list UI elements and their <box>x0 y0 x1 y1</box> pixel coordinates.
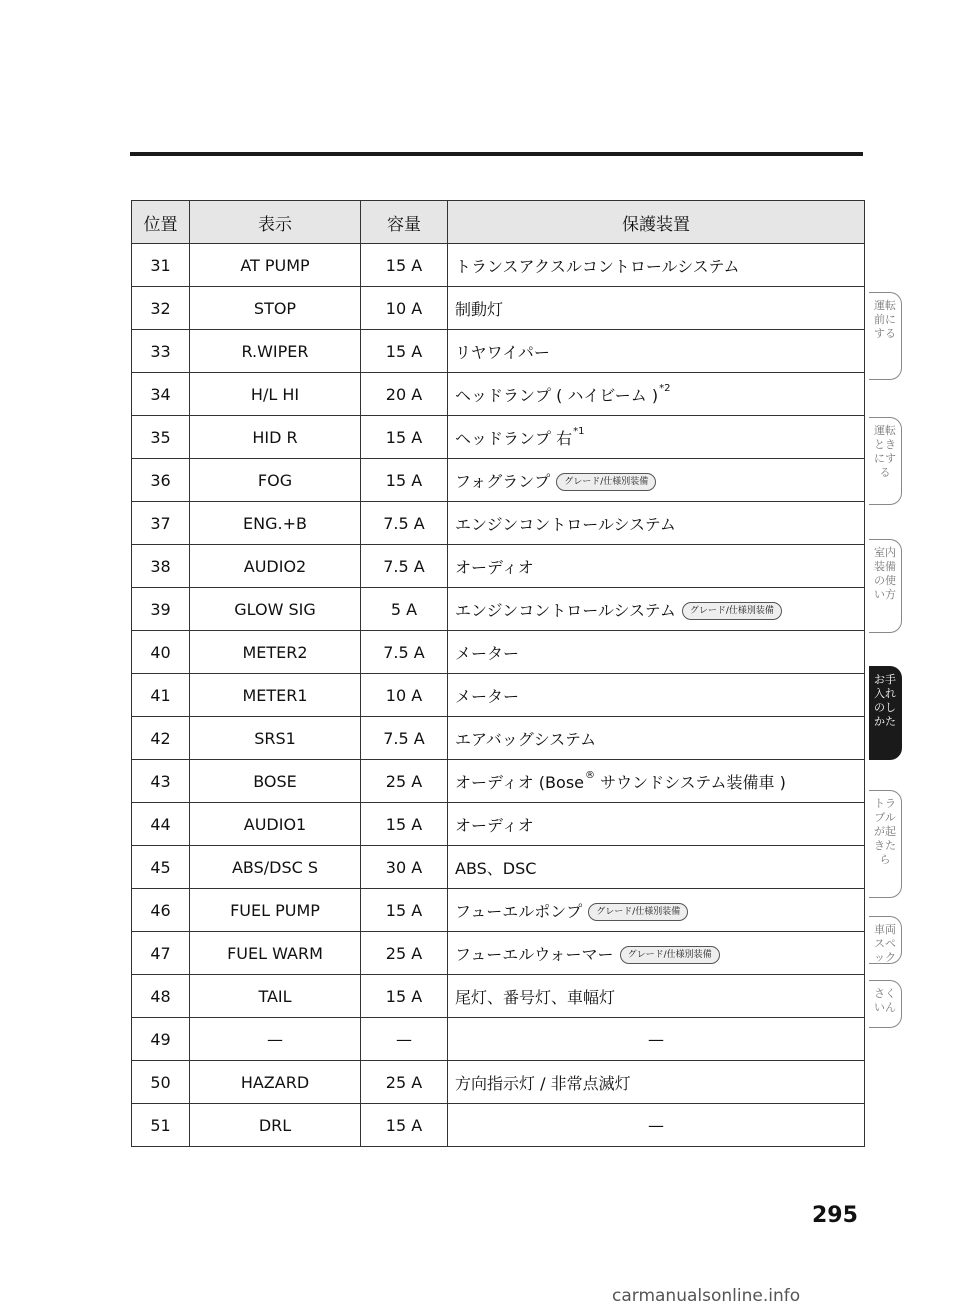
fuse-capacity: 25 A <box>361 760 448 803</box>
grade-spec-badge: グレード/仕様別装備 <box>588 903 688 921</box>
device-text: オーディオ <box>455 557 534 577</box>
side-tab[interactable] <box>869 539 902 633</box>
device-text: フューエルウォーマー <box>455 944 614 964</box>
table-row <box>132 502 865 545</box>
device-text: エアバッグシステム <box>455 729 597 749</box>
table-row <box>132 416 865 459</box>
fuse-position: 31 <box>132 244 190 287</box>
fuse-capacity: 7.5 A <box>361 502 448 545</box>
fuse-label: DRL <box>190 1104 361 1147</box>
table-row <box>132 1061 865 1104</box>
fuse-capacity: 30 A <box>361 846 448 889</box>
fuse-position: 43 <box>132 760 190 803</box>
col-header-protected-device: 保護装置 <box>448 201 865 244</box>
fuse-capacity: 25 A <box>361 932 448 975</box>
fuse-capacity: — <box>361 1018 448 1061</box>
fuse-protected-device <box>448 545 865 588</box>
device-text: 尾灯、番号灯、車幅灯 <box>455 987 616 1007</box>
fuse-capacity: 15 A <box>361 416 448 459</box>
footnote-mark: ® <box>585 770 595 782</box>
fuse-position: 48 <box>132 975 190 1018</box>
device-text: 制動灯 <box>455 299 504 319</box>
table-row <box>132 459 865 502</box>
side-tab-sublabel: きにする <box>874 438 896 479</box>
table-row <box>132 631 865 674</box>
fuse-label: FUEL WARM <box>190 932 361 975</box>
fuse-capacity: 7.5 A <box>361 631 448 674</box>
fuse-label: ENG.+B <box>190 502 361 545</box>
side-tab-sublabel: する <box>874 327 896 340</box>
fuse-label: FUEL PUMP <box>190 889 361 932</box>
side-tab-label: 運転前に <box>874 299 896 326</box>
fuse-capacity: 15 A <box>361 459 448 502</box>
side-tab[interactable] <box>869 790 902 898</box>
table-row <box>132 932 865 975</box>
fuse-position: 44 <box>132 803 190 846</box>
side-tab[interactable] <box>869 916 902 964</box>
fuse-position: 42 <box>132 717 190 760</box>
table-row <box>132 330 865 373</box>
fuse-position: 40 <box>132 631 190 674</box>
device-text: メーター <box>455 686 520 706</box>
header-rule <box>130 152 863 156</box>
table-row <box>132 803 865 846</box>
fuse-capacity: 15 A <box>361 803 448 846</box>
fuse-protected-device <box>448 287 865 330</box>
fuse-capacity: 20 A <box>361 373 448 416</box>
side-tab-label: お手入れの <box>874 673 896 714</box>
fuse-table <box>131 200 865 1147</box>
fuse-position: 36 <box>132 459 190 502</box>
side-tab-sublabel: しかた <box>874 701 896 728</box>
fuse-label: AUDIO2 <box>190 545 361 588</box>
fuse-position: 49 <box>132 1018 190 1061</box>
fuse-label: HAZARD <box>190 1061 361 1104</box>
fuse-position: 38 <box>132 545 190 588</box>
table-row <box>132 588 865 631</box>
device-text: リヤワイパー <box>455 342 550 362</box>
table-row <box>132 545 865 588</box>
fuse-protected-device <box>448 416 865 459</box>
fuse-label: HID R <box>190 416 361 459</box>
table-row <box>132 1018 865 1061</box>
col-header-capacity: 容量 <box>361 201 448 244</box>
fuse-table-body <box>132 244 865 1147</box>
fuse-protected-device <box>448 674 865 717</box>
side-tab[interactable] <box>869 980 902 1028</box>
table-row <box>132 674 865 717</box>
device-text: フューエルポンプ <box>455 901 583 921</box>
fuse-label: STOP <box>190 287 361 330</box>
fuse-position: 46 <box>132 889 190 932</box>
grade-spec-badge: グレード/仕様別装備 <box>682 602 782 620</box>
fuse-protected-device <box>448 760 865 803</box>
table-row <box>132 1104 865 1147</box>
fuse-protected-device <box>448 330 865 373</box>
fuse-protected-device <box>448 846 865 889</box>
table-row <box>132 889 865 932</box>
table-row <box>132 760 865 803</box>
table-header-row <box>132 201 865 244</box>
device-text: トランスアクスルコントロールシステム <box>455 256 740 276</box>
fuse-position: 34 <box>132 373 190 416</box>
fuse-capacity: 5 A <box>361 588 448 631</box>
side-tab-sublabel: 起きたら <box>874 825 896 866</box>
side-tab-label: トラブルが <box>874 797 896 838</box>
fuse-protected-device <box>448 1061 865 1104</box>
fuse-protected-device <box>448 1104 865 1147</box>
fuse-position: 32 <box>132 287 190 330</box>
fuse-position: 39 <box>132 588 190 631</box>
fuse-label: SRS1 <box>190 717 361 760</box>
device-text: エンジンコントロールシステム <box>455 600 676 620</box>
fuse-protected-device <box>448 459 865 502</box>
side-tab-label: さくいん <box>874 987 896 1014</box>
fuse-protected-device <box>448 717 865 760</box>
side-tab[interactable] <box>869 666 902 760</box>
fuse-label: METER2 <box>190 631 361 674</box>
fuse-capacity: 15 A <box>361 330 448 373</box>
fuse-capacity: 7.5 A <box>361 545 448 588</box>
fuse-capacity: 15 A <box>361 244 448 287</box>
fuse-protected-device <box>448 975 865 1018</box>
fuse-protected-device <box>448 588 865 631</box>
fuse-capacity: 15 A <box>361 975 448 1018</box>
device-text: ABS、DSC <box>455 858 537 878</box>
fuse-capacity: 25 A <box>361 1061 448 1104</box>
table-row <box>132 717 865 760</box>
fuse-position: 47 <box>132 932 190 975</box>
fuse-label: TAIL <box>190 975 361 1018</box>
table-row <box>132 244 865 287</box>
fuse-capacity: 7.5 A <box>361 717 448 760</box>
device-text: フォグランプ <box>455 471 551 491</box>
fuse-capacity: 15 A <box>361 889 448 932</box>
side-tab-label: 運転と <box>874 424 896 451</box>
device-text: — <box>648 1029 664 1049</box>
fuse-label: H/L HI <box>190 373 361 416</box>
fuse-protected-device <box>448 373 865 416</box>
fuse-label: FOG <box>190 459 361 502</box>
device-text: ヘッドランプ ( ハイビーム ) <box>455 385 659 405</box>
side-tab[interactable] <box>869 292 902 380</box>
footer-watermark: carmanualsonline.info <box>612 1286 801 1306</box>
fuse-position: 51 <box>132 1104 190 1147</box>
fuse-position: 45 <box>132 846 190 889</box>
fuse-protected-device <box>448 889 865 932</box>
device-text: — <box>648 1115 664 1135</box>
fuse-position: 37 <box>132 502 190 545</box>
fuse-protected-device <box>448 932 865 975</box>
fuse-label: AUDIO1 <box>190 803 361 846</box>
device-text: メーター <box>455 643 520 663</box>
fuse-capacity: 10 A <box>361 287 448 330</box>
table-row <box>132 287 865 330</box>
fuse-label: — <box>190 1018 361 1061</box>
side-tab-label: 室内装備の <box>874 546 896 587</box>
fuse-position: 50 <box>132 1061 190 1104</box>
col-header-label: 表示 <box>190 201 361 244</box>
device-text: オーディオ <box>455 815 534 835</box>
side-tab-label: 車両 <box>874 923 896 936</box>
fuse-label: METER1 <box>190 674 361 717</box>
footnote-mark: *1 <box>573 426 585 438</box>
side-tab[interactable] <box>869 417 902 505</box>
device-text: オーディオ (Bose <box>455 772 584 792</box>
fuse-position: 33 <box>132 330 190 373</box>
fuse-protected-device <box>448 244 865 287</box>
device-text-continued: サウンドシステム装備車 ) <box>595 772 786 792</box>
fuse-label: GLOW SIG <box>190 588 361 631</box>
fuse-label: ABS/DSC S <box>190 846 361 889</box>
footnote-mark: *2 <box>659 383 671 395</box>
table-row <box>132 846 865 889</box>
side-tab-sublabel: スペック <box>874 937 896 964</box>
fuse-label: BOSE <box>190 760 361 803</box>
grade-spec-badge: グレード/仕様別装備 <box>620 946 720 964</box>
table-row <box>132 975 865 1018</box>
col-header-position: 位置 <box>132 201 190 244</box>
fuse-capacity: 10 A <box>361 674 448 717</box>
table-row <box>132 373 865 416</box>
side-tab-sublabel: 使い方 <box>874 574 896 601</box>
fuse-protected-device <box>448 502 865 545</box>
fuse-position: 35 <box>132 416 190 459</box>
device-text: 方向指示灯 / 非常点滅灯 <box>455 1073 631 1093</box>
fuse-capacity: 15 A <box>361 1104 448 1147</box>
page-number: 295 <box>812 1203 858 1228</box>
fuse-protected-device <box>448 1018 865 1061</box>
fuse-position: 41 <box>132 674 190 717</box>
fuse-label: R.WIPER <box>190 330 361 373</box>
device-text: ヘッドランプ 右 <box>455 428 573 448</box>
fuse-protected-device <box>448 803 865 846</box>
fuse-label: AT PUMP <box>190 244 361 287</box>
fuse-protected-device <box>448 631 865 674</box>
device-text: エンジンコントロールシステム <box>455 514 676 534</box>
grade-spec-badge: グレード/仕様別装備 <box>556 473 656 491</box>
